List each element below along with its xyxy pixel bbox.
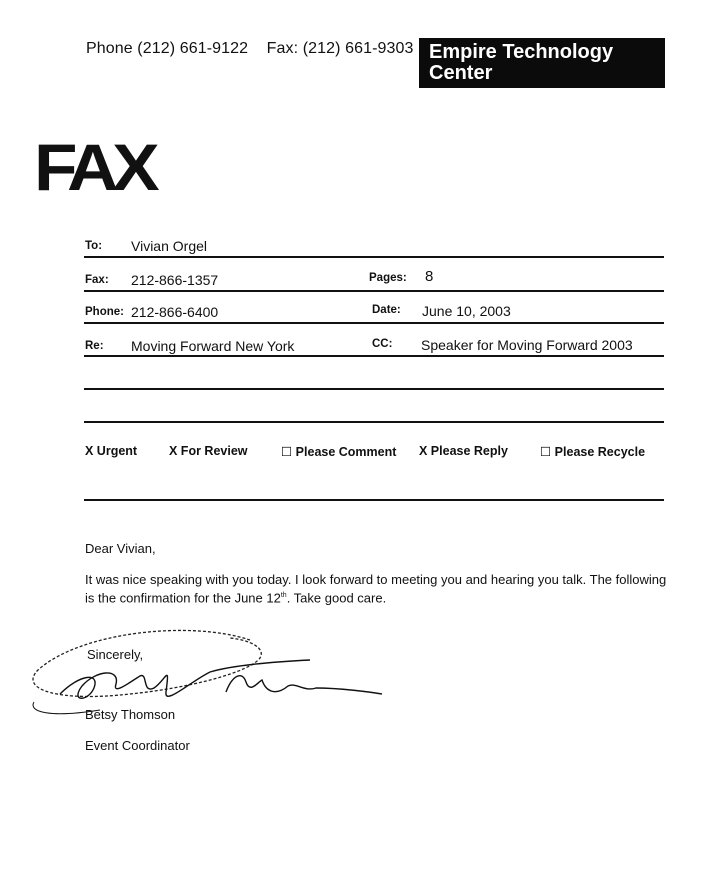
- please-recycle-option: ☐ Please Recycle: [540, 445, 646, 459]
- signer-role: Event Coordinator: [85, 738, 190, 753]
- fax-label: Fax:: [85, 274, 109, 286]
- phone-number: Phone (212) 661-9122: [86, 40, 249, 57]
- divider: [84, 499, 664, 501]
- for-review-option: X For Review: [169, 444, 248, 458]
- re-value: Moving Forward New York: [131, 338, 295, 354]
- date-label: Date:: [372, 304, 401, 316]
- cc-value: Speaker for Moving Forward 2003: [421, 337, 633, 353]
- pages-value: 8: [425, 268, 434, 285]
- signer-name: Betsy Thomson: [85, 707, 176, 722]
- fax-value: 212-866-1357: [131, 272, 219, 288]
- to-value: Vivian Orgel: [131, 238, 208, 254]
- letter-line-2-start: is the confirmation for the June 12: [85, 590, 281, 606]
- divider: [84, 290, 664, 292]
- please-comment-option: ☐ Please Comment: [281, 445, 397, 459]
- closing: Sincerely,: [87, 647, 144, 662]
- fax-title: FAX: [34, 130, 154, 204]
- phone-label: Phone:: [85, 306, 124, 318]
- logo-line-2: Center: [429, 62, 493, 84]
- handwritten-signature: [20, 622, 420, 732]
- letter-line-2-end: . Take good care.: [286, 590, 387, 606]
- greeting: Dear Vivian,: [85, 541, 156, 556]
- contact-line: [86, 40, 414, 58]
- fax-number: Fax: (212) 661-9303: [266, 40, 414, 57]
- company-logo: [419, 38, 665, 88]
- letter-line-1: It was nice speaking with you today. I look forward to meeting you and hearing you talk. The following: [85, 572, 667, 587]
- date-value: June 10, 2003: [422, 303, 511, 319]
- ordinal-suffix: th: [280, 592, 287, 599]
- re-label: Re:: [85, 340, 104, 352]
- to-label: To:: [85, 240, 103, 252]
- divider: [84, 256, 664, 258]
- letter-body: [85, 572, 675, 606]
- divider: [84, 421, 664, 423]
- cc-label: CC:: [372, 338, 393, 350]
- phone-value: 212-866-6400: [131, 304, 219, 320]
- please-reply-option: X Please Reply: [419, 444, 508, 458]
- divider: [84, 355, 664, 357]
- urgent-option: X Urgent: [85, 444, 138, 458]
- pages-label: Pages:: [369, 272, 407, 284]
- logo-line-1: Empire Technology: [429, 41, 614, 63]
- divider: [84, 388, 664, 390]
- divider: [84, 322, 664, 324]
- letter-line-2: [85, 588, 675, 606]
